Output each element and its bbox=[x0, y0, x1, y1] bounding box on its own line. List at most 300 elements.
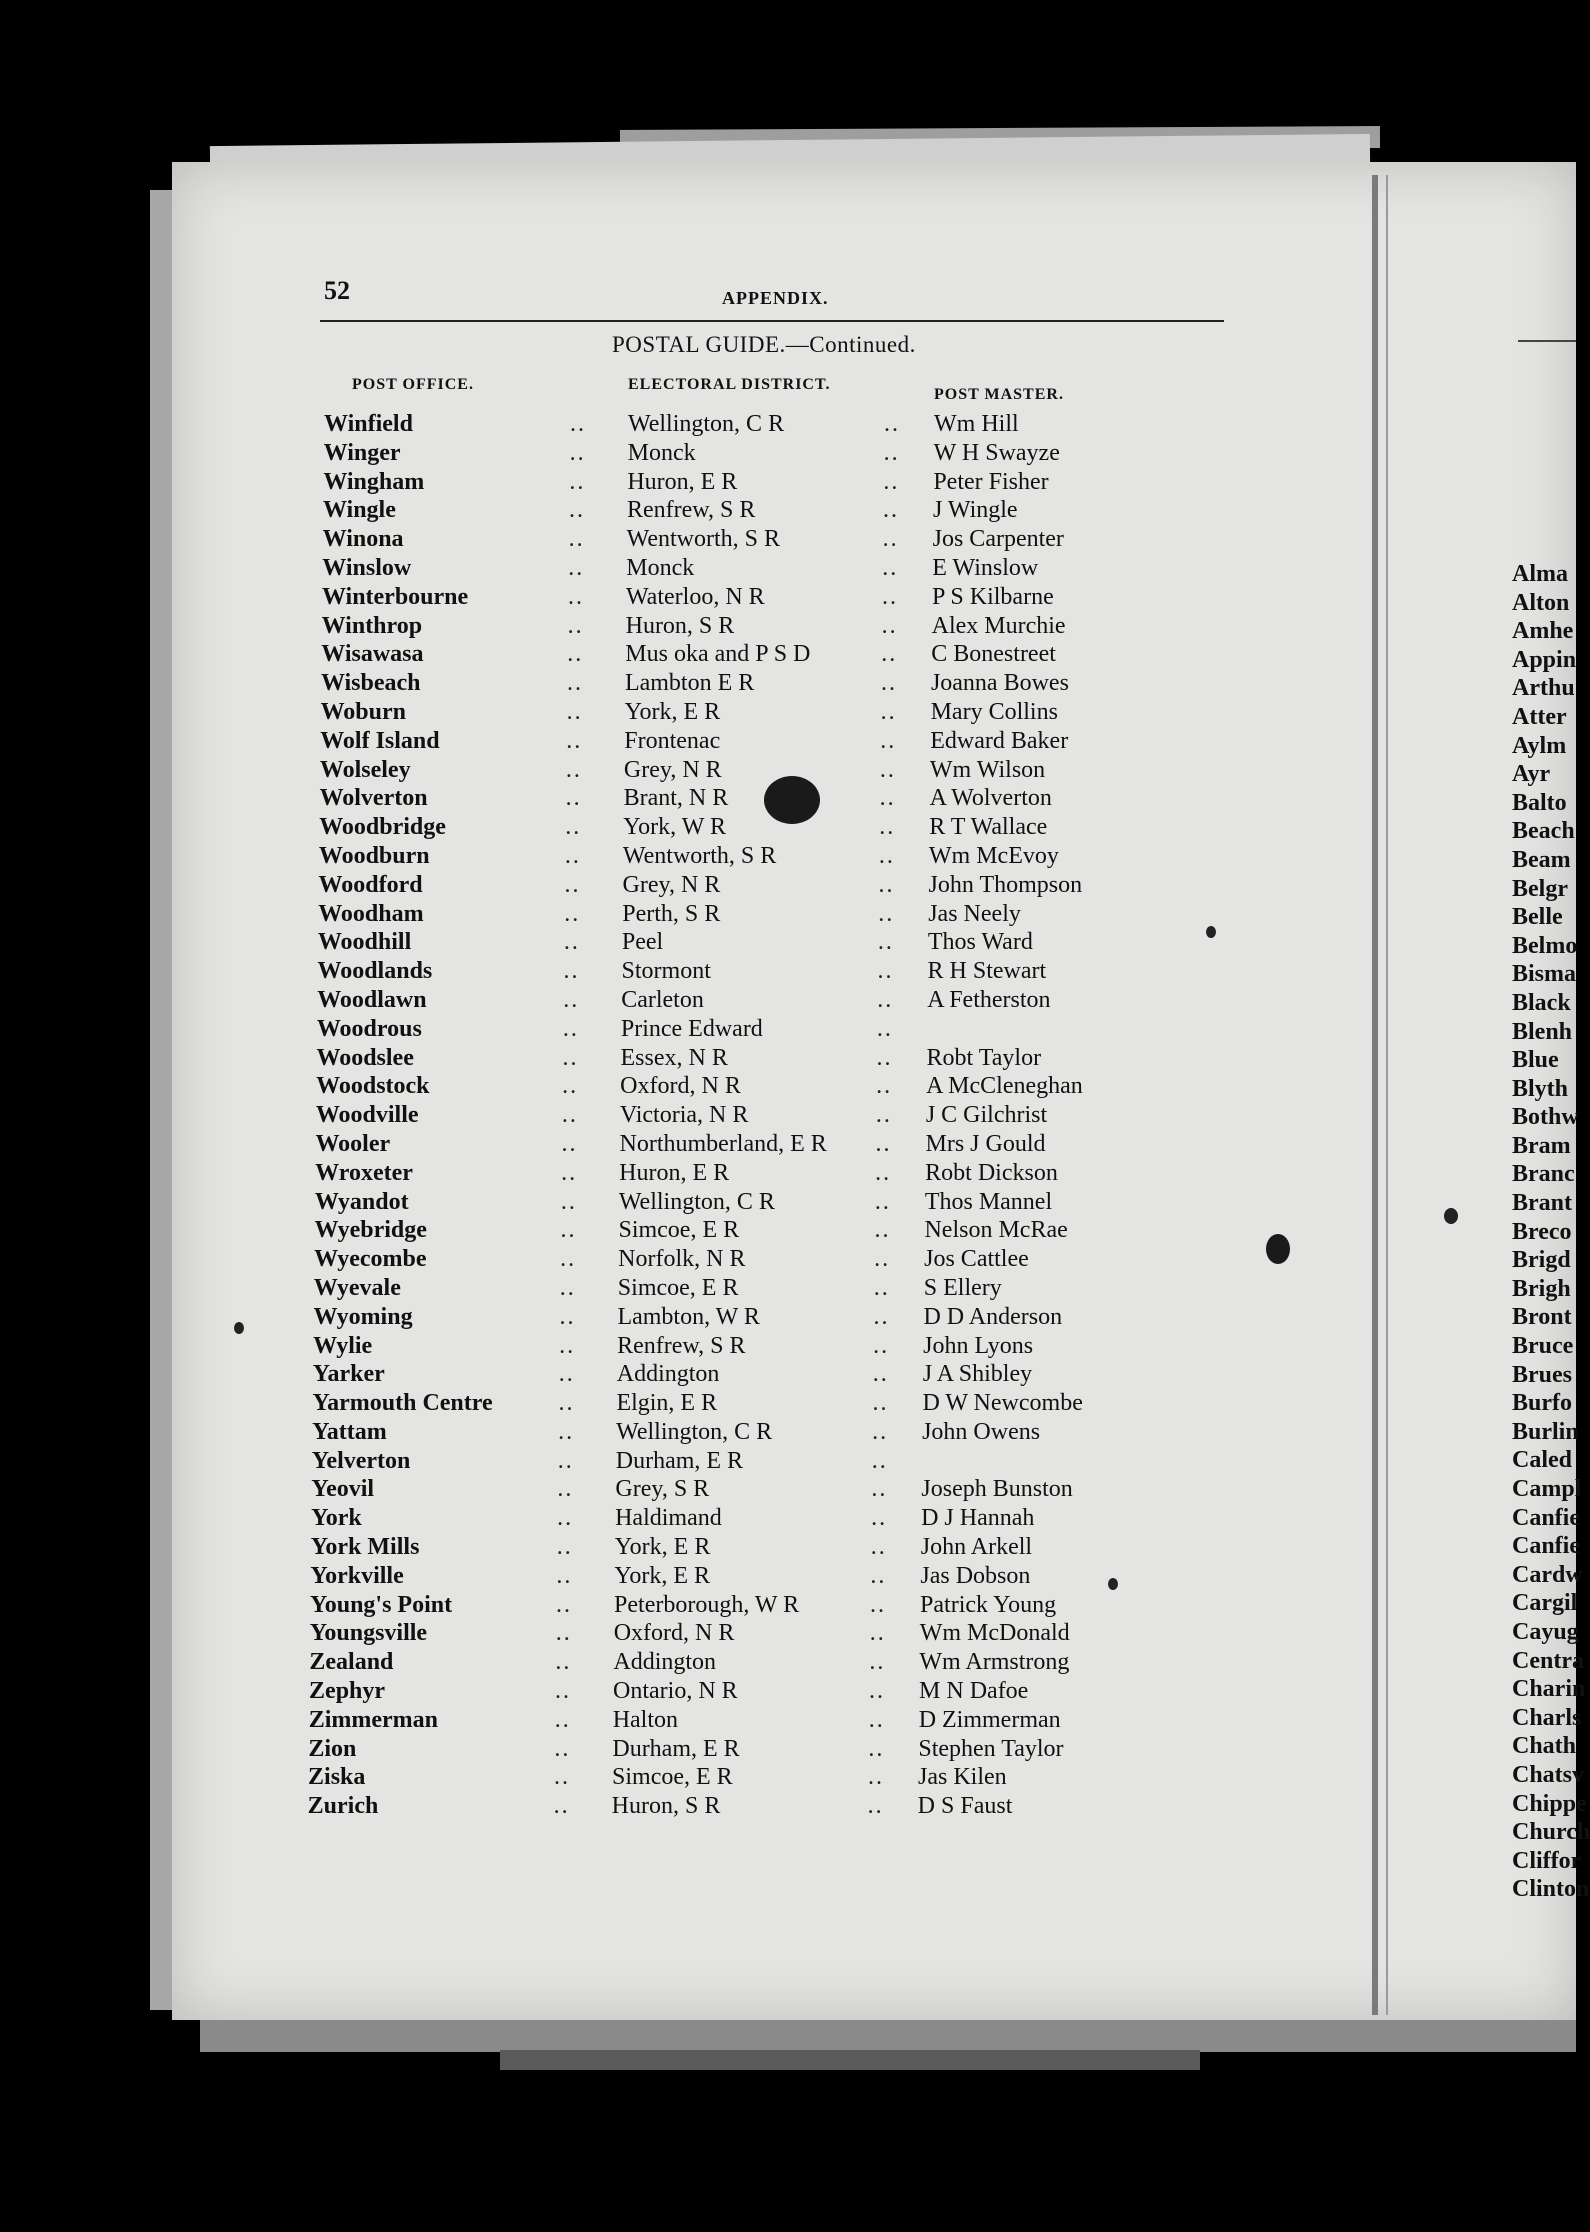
electoral-district-cell: Huron, E R bbox=[619, 1159, 730, 1186]
leader-dots: .. bbox=[875, 1102, 892, 1129]
post-office-cell: Wisbeach bbox=[320, 670, 421, 697]
leader-dots: .. bbox=[560, 1188, 577, 1215]
post-master-cell: Alex Murchie bbox=[931, 612, 1066, 639]
leader-dots: .. bbox=[556, 1591, 573, 1618]
electoral-district-cell: Durham, E R bbox=[615, 1447, 744, 1474]
table-row bbox=[0, 1647, 1584, 1677]
leader-dots: .. bbox=[868, 1735, 885, 1762]
table-row bbox=[0, 1360, 1576, 1389]
post-office-cell: Zimmerman bbox=[308, 1706, 438, 1733]
electoral-district-cell: Lambton E R bbox=[624, 670, 755, 697]
table-row bbox=[0, 1389, 1576, 1418]
leader-dots: .. bbox=[874, 1246, 891, 1273]
leader-dots: .. bbox=[876, 1044, 893, 1071]
leader-dots: .. bbox=[875, 1159, 892, 1186]
post-office-cell: Woodslee bbox=[316, 1044, 414, 1071]
table-row bbox=[0, 1561, 1583, 1591]
leader-dots: .. bbox=[567, 612, 584, 639]
leader-dots: .. bbox=[570, 411, 586, 437]
post-office-cell: Winterbourne bbox=[321, 583, 469, 610]
table-row bbox=[0, 1101, 1579, 1131]
leader-dots: .. bbox=[873, 1274, 890, 1301]
leader-dots: .. bbox=[872, 1390, 889, 1417]
ink-stain bbox=[764, 776, 820, 824]
table-row bbox=[0, 1015, 1576, 1044]
facing-page-entry: Brigd bbox=[1512, 1247, 1571, 1274]
table-row bbox=[0, 698, 1576, 727]
post-office-cell: Wyoming bbox=[313, 1303, 413, 1330]
table-row bbox=[0, 612, 1576, 641]
electoral-district-cell: Huron, S R bbox=[625, 612, 735, 639]
facing-page-entry: Brant bbox=[1512, 1190, 1572, 1217]
leader-dots: .. bbox=[560, 1217, 577, 1244]
electoral-district-cell: Renfrew, S R bbox=[626, 497, 756, 524]
facing-page-list bbox=[1512, 560, 1590, 1904]
table-row bbox=[0, 1044, 1576, 1073]
facing-page-entry: Branc bbox=[1512, 1161, 1575, 1188]
post-office-cell: Wyandot bbox=[314, 1188, 409, 1215]
leader-dots: .. bbox=[868, 1764, 885, 1791]
post-master-cell: Wm Wilson bbox=[929, 756, 1046, 783]
leader-dots: .. bbox=[569, 468, 586, 495]
leader-dots: .. bbox=[561, 1130, 578, 1157]
post-master-cell: John Lyons bbox=[923, 1332, 1034, 1359]
leader-dots: .. bbox=[867, 1793, 884, 1820]
table-row bbox=[0, 1447, 1576, 1476]
post-master-cell: J Wingle bbox=[932, 497, 1018, 524]
electoral-district-cell: Wellington, C R bbox=[618, 1188, 775, 1215]
post-office-cell: Woodford bbox=[318, 871, 423, 898]
electoral-district-cell: Brant, N R bbox=[623, 785, 729, 812]
facing-page-entry: Brigh bbox=[1512, 1275, 1571, 1302]
running-title: APPENDIX. bbox=[722, 288, 829, 308]
post-master-cell: D S Faust bbox=[917, 1793, 1013, 1820]
electoral-district-cell: Grey, S R bbox=[615, 1476, 710, 1503]
facing-page-entry: Cliffor bbox=[1512, 1847, 1582, 1874]
post-office-cell: Zephyr bbox=[309, 1678, 386, 1705]
leader-dots: .. bbox=[869, 1620, 886, 1647]
electoral-district-cell: Addington bbox=[616, 1361, 720, 1388]
post-master-cell: P S Kilbarne bbox=[931, 583, 1054, 610]
facing-page-entry: Centra bbox=[1512, 1647, 1584, 1674]
electoral-district-cell: Haldimand bbox=[615, 1505, 722, 1532]
leader-dots: .. bbox=[872, 1361, 889, 1388]
table-row bbox=[0, 957, 1576, 986]
header-rule bbox=[1518, 340, 1576, 342]
table-row bbox=[0, 1072, 1576, 1101]
facing-page-entry: Ayr bbox=[1512, 761, 1551, 788]
leader-dots: .. bbox=[870, 1562, 887, 1589]
leader-dots: .. bbox=[869, 1649, 886, 1676]
leader-dots: .. bbox=[874, 1217, 891, 1244]
leader-dots: .. bbox=[557, 1447, 574, 1474]
leader-dots: .. bbox=[869, 1678, 886, 1705]
facing-page-entry: Balto bbox=[1512, 789, 1567, 816]
ink-spot bbox=[1108, 1578, 1118, 1590]
post-master-cell: Wm McDonald bbox=[919, 1620, 1070, 1647]
post-master-cell: E Winslow bbox=[932, 554, 1039, 581]
facing-page-entry: Blue bbox=[1512, 1047, 1559, 1074]
leader-dots: .. bbox=[555, 1678, 572, 1705]
electoral-district-cell: Northumberland, E R bbox=[619, 1130, 827, 1157]
leader-dots: .. bbox=[569, 439, 586, 466]
leader-dots: .. bbox=[558, 1361, 575, 1388]
facing-page-entry: Charin bbox=[1512, 1676, 1586, 1703]
leader-dots: .. bbox=[566, 727, 583, 754]
facing-page-entry: Chatsv bbox=[1512, 1761, 1585, 1788]
electoral-district-cell: Simcoe, E R bbox=[612, 1764, 733, 1791]
leader-dots: .. bbox=[874, 1188, 891, 1215]
post-master-cell: Wm Armstrong bbox=[919, 1649, 1070, 1676]
post-office-cell: Wyebridge bbox=[314, 1217, 427, 1244]
facing-page-entry: Church bbox=[1512, 1819, 1590, 1846]
electoral-district-cell: Grey, N R bbox=[622, 871, 721, 898]
table-row bbox=[0, 1533, 1580, 1562]
post-office-cell: Wroxeter bbox=[315, 1159, 413, 1186]
leader-dots: .. bbox=[881, 612, 898, 639]
electoral-district-cell: Frontenac bbox=[624, 727, 721, 754]
leader-dots: .. bbox=[568, 554, 585, 581]
ink-spot bbox=[1206, 926, 1216, 938]
post-master-cell: W H Swayze bbox=[933, 439, 1060, 466]
electoral-district-cell: Prince Edward bbox=[620, 1015, 763, 1042]
table-row bbox=[0, 1790, 1587, 1821]
leader-dots: .. bbox=[884, 411, 900, 437]
post-office-cell: Youngsville bbox=[309, 1620, 428, 1647]
post-office-cell: Yorkville bbox=[310, 1562, 404, 1589]
page-edge bbox=[500, 2050, 1200, 2070]
leader-dots: .. bbox=[567, 641, 584, 668]
electoral-district-cell: Perth, S R bbox=[622, 900, 721, 927]
facing-page-entry: Atter bbox=[1512, 703, 1567, 730]
electoral-district-cell: Monck bbox=[627, 439, 696, 466]
leader-dots: .. bbox=[559, 1303, 576, 1330]
leader-dots: .. bbox=[563, 929, 580, 956]
leader-dots: .. bbox=[876, 1015, 893, 1042]
electoral-district-cell: Simcoe, E R bbox=[617, 1274, 739, 1301]
table-row bbox=[0, 1216, 1576, 1245]
post-office-cell: Wylie bbox=[313, 1332, 373, 1359]
electoral-district-cell: Ontario, N R bbox=[613, 1678, 738, 1705]
facing-page-entry: Appin bbox=[1512, 646, 1577, 673]
post-office-cell: Woodburn bbox=[318, 842, 430, 869]
facing-page-entry: Clinton bbox=[1512, 1876, 1590, 1903]
post-office-cell: Wingle bbox=[322, 497, 396, 524]
post-office-cell: Young's Point bbox=[310, 1591, 453, 1618]
leader-dots: .. bbox=[871, 1447, 888, 1474]
table-row bbox=[0, 496, 1576, 525]
table-row bbox=[0, 1735, 1576, 1764]
post-master-cell: D W Newcombe bbox=[922, 1390, 1083, 1417]
post-master-cell: S Ellery bbox=[923, 1274, 1002, 1301]
page-edge bbox=[200, 2018, 1576, 2052]
leader-dots: .. bbox=[880, 670, 897, 697]
post-office-cell: Wolf Island bbox=[320, 727, 440, 754]
table-row bbox=[0, 640, 1576, 669]
leader-dots: .. bbox=[868, 1706, 885, 1733]
leader-dots: .. bbox=[878, 900, 895, 927]
post-master-cell: Thos Ward bbox=[927, 929, 1033, 956]
table-row bbox=[0, 1188, 1576, 1217]
post-office-cell: Yattam bbox=[312, 1418, 387, 1445]
table-row bbox=[0, 928, 1576, 957]
leader-dots: .. bbox=[561, 1159, 578, 1186]
facing-page-entry: Beach bbox=[1512, 818, 1575, 845]
electoral-district-cell: Wellington, C R bbox=[628, 411, 785, 437]
facing-page-entry: Blenh bbox=[1512, 1018, 1573, 1045]
post-master-cell: Joanna Bowes bbox=[930, 670, 1069, 697]
table-row bbox=[0, 1591, 1576, 1620]
post-master-cell: A McCleneghan bbox=[926, 1073, 1083, 1100]
leader-dots: .. bbox=[566, 698, 583, 725]
post-master-cell: Jas Neely bbox=[928, 900, 1021, 927]
leader-dots: .. bbox=[882, 554, 899, 581]
post-master-cell: Edward Baker bbox=[930, 727, 1069, 754]
post-master-cell: Nelson McRae bbox=[924, 1217, 1068, 1244]
post-office-cell: Zion bbox=[308, 1735, 357, 1762]
post-office-cell: Woodstock bbox=[316, 1073, 430, 1100]
facing-page-entry: Cardw bbox=[1512, 1561, 1583, 1588]
facing-page-entry: Black bbox=[1512, 989, 1571, 1016]
leader-dots: .. bbox=[882, 526, 899, 553]
facing-page-entry: Bram bbox=[1512, 1132, 1571, 1159]
facing-page-entry: Bruce bbox=[1512, 1333, 1574, 1360]
facing-page-entry: Arthu bbox=[1512, 675, 1575, 702]
post-master-cell: John Arkell bbox=[920, 1534, 1033, 1561]
post-master-cell: J A Shibley bbox=[922, 1361, 1033, 1388]
table-row bbox=[0, 871, 1576, 900]
column-header-post-master: POST MASTER. bbox=[934, 386, 1064, 403]
post-office-cell: Woodham bbox=[318, 900, 424, 927]
postal-table bbox=[0, 410, 1587, 1821]
post-master-cell: Peter Fisher bbox=[933, 468, 1049, 495]
post-office-cell: Woodrous bbox=[316, 1015, 422, 1042]
leader-dots: .. bbox=[565, 814, 582, 841]
table-row bbox=[0, 1245, 1576, 1274]
table-row bbox=[0, 1618, 1579, 1648]
post-office-cell: Yarmouth Centre bbox=[312, 1390, 493, 1417]
leader-dots: .. bbox=[880, 727, 897, 754]
electoral-district-cell: Wentworth, S R bbox=[622, 842, 777, 869]
electoral-district-cell: Carleton bbox=[621, 986, 704, 1013]
post-master-cell: D D Anderson bbox=[923, 1303, 1063, 1330]
post-office-cell: Winona bbox=[322, 526, 404, 553]
leader-dots: .. bbox=[563, 986, 580, 1013]
page-number: 52 bbox=[324, 276, 350, 305]
leader-dots: .. bbox=[566, 670, 583, 697]
leader-dots: .. bbox=[559, 1332, 576, 1359]
post-master-cell: Robt Taylor bbox=[926, 1044, 1042, 1071]
leader-dots: .. bbox=[877, 986, 894, 1013]
leader-dots: .. bbox=[565, 756, 582, 783]
post-master-cell: Wm Hill bbox=[934, 411, 1019, 437]
post-office-cell: Wyevale bbox=[313, 1274, 401, 1301]
post-office-cell: Yelverton bbox=[311, 1447, 411, 1474]
electoral-district-cell: Huron, S R bbox=[611, 1793, 721, 1820]
post-office-cell: Ziska bbox=[308, 1764, 366, 1791]
leader-dots: .. bbox=[875, 1130, 892, 1157]
table-row bbox=[0, 1761, 1585, 1792]
leader-dots: .. bbox=[565, 785, 582, 812]
leader-dots: .. bbox=[880, 698, 897, 725]
electoral-district-cell: Grey, N R bbox=[623, 756, 722, 783]
electoral-district-cell: Victoria, N R bbox=[619, 1102, 749, 1129]
post-office-cell: Wyecombe bbox=[314, 1246, 427, 1273]
table-row bbox=[0, 1332, 1576, 1361]
post-master-cell: Jas Kilen bbox=[918, 1764, 1007, 1791]
table-row bbox=[0, 1159, 1576, 1188]
facing-page-entry: Amhe bbox=[1512, 618, 1574, 645]
leader-dots: .. bbox=[562, 1015, 579, 1042]
leader-dots: .. bbox=[554, 1706, 571, 1733]
post-master-cell: Thos Mannel bbox=[924, 1188, 1053, 1215]
leader-dots: .. bbox=[558, 1390, 575, 1417]
leader-dots: .. bbox=[555, 1649, 572, 1676]
leader-dots: .. bbox=[562, 1073, 579, 1100]
electoral-district-cell: Huron, E R bbox=[627, 468, 738, 495]
table-row bbox=[0, 583, 1576, 612]
post-master-cell: Mrs J Gould bbox=[925, 1130, 1046, 1157]
leader-dots: .. bbox=[563, 958, 580, 985]
post-master-cell: D Zimmerman bbox=[918, 1706, 1061, 1733]
post-office-cell: Zealand bbox=[309, 1649, 394, 1676]
electoral-district-cell: Durham, E R bbox=[612, 1735, 740, 1762]
table-row bbox=[0, 727, 1576, 756]
post-office-cell: Wingham bbox=[323, 468, 425, 495]
post-office-cell: Woodlands bbox=[317, 958, 433, 985]
electoral-district-cell: York, W R bbox=[623, 814, 726, 841]
post-master-cell: C Bonestreet bbox=[931, 641, 1056, 668]
leader-dots: .. bbox=[557, 1476, 574, 1503]
post-office-cell: Wooler bbox=[315, 1130, 391, 1157]
electoral-district-cell: Norfolk, N R bbox=[618, 1246, 746, 1273]
table-row bbox=[0, 410, 1576, 439]
leader-dots: .. bbox=[873, 1332, 890, 1359]
electoral-district-cell: Essex, N R bbox=[620, 1044, 728, 1071]
facing-page-entry: Belmo bbox=[1512, 932, 1578, 959]
facing-page-entry: Canfie bbox=[1512, 1504, 1580, 1531]
leader-dots: .. bbox=[871, 1505, 888, 1532]
electoral-district-cell: York, E R bbox=[614, 1562, 710, 1589]
electoral-district-cell: Simcoe, E R bbox=[618, 1217, 740, 1244]
post-master-cell: Jos Cattlee bbox=[924, 1246, 1029, 1273]
post-master-cell: Jas Dobson bbox=[920, 1562, 1031, 1589]
post-master-cell: John Owens bbox=[922, 1418, 1041, 1445]
post-office-cell: Woodbridge bbox=[319, 814, 446, 841]
facing-page-entry: Brues bbox=[1512, 1361, 1572, 1388]
post-master-cell: J C Gilchrist bbox=[925, 1102, 1048, 1129]
facing-page-entry: Burlin bbox=[1512, 1418, 1579, 1445]
facing-page-entry: Canfie bbox=[1512, 1533, 1580, 1560]
facing-page-entry: Blyth bbox=[1512, 1075, 1569, 1102]
electoral-district-cell: Addington bbox=[613, 1649, 717, 1676]
table-row bbox=[0, 1504, 1580, 1533]
post-office-cell: Wolverton bbox=[319, 785, 428, 812]
facing-page-entry: Bront bbox=[1512, 1304, 1572, 1331]
leader-dots: .. bbox=[560, 1246, 577, 1273]
leader-dots: .. bbox=[568, 526, 585, 553]
leader-dots: .. bbox=[555, 1620, 572, 1647]
electoral-district-cell: Peterborough, W R bbox=[614, 1591, 800, 1618]
facing-page-entry: Chippe bbox=[1512, 1790, 1587, 1817]
section-title: POSTAL GUIDE.—Continued. bbox=[612, 332, 916, 357]
table-row bbox=[0, 669, 1576, 698]
post-office-cell: Woodhill bbox=[317, 929, 412, 956]
facing-page-entry: Alton bbox=[1512, 589, 1570, 616]
post-office-cell: Woodlawn bbox=[317, 986, 427, 1013]
facing-page-entry: Burfo bbox=[1512, 1390, 1572, 1417]
post-office-cell: York Mills bbox=[310, 1534, 420, 1561]
post-office-cell: Winger bbox=[323, 439, 401, 466]
post-office-cell: Yarker bbox=[312, 1361, 385, 1388]
electoral-district-cell: Waterloo, N R bbox=[625, 583, 765, 610]
table-row bbox=[0, 1475, 1582, 1504]
table-row bbox=[0, 1704, 1582, 1735]
leader-dots: .. bbox=[876, 1073, 893, 1100]
leader-dots: .. bbox=[556, 1534, 573, 1561]
leader-dots: .. bbox=[881, 583, 898, 610]
post-master-cell: Stephen Taylor bbox=[918, 1735, 1064, 1762]
facing-page-entry: Belgr bbox=[1512, 875, 1568, 902]
header-rule bbox=[320, 320, 1224, 322]
leader-dots: .. bbox=[878, 871, 895, 898]
leader-dots: .. bbox=[561, 1102, 578, 1129]
leader-dots: .. bbox=[873, 1303, 890, 1330]
electoral-district-cell: Mus oka and P S D bbox=[625, 641, 811, 668]
post-office-cell: York bbox=[311, 1505, 362, 1532]
post-master-cell: Mary Collins bbox=[930, 698, 1058, 725]
table-row bbox=[0, 1274, 1576, 1303]
leader-dots: .. bbox=[879, 756, 896, 783]
electoral-district-cell: Elgin, E R bbox=[616, 1390, 718, 1417]
leader-dots: .. bbox=[564, 871, 581, 898]
post-office-cell: Winfield bbox=[324, 411, 413, 437]
table-row bbox=[0, 986, 1576, 1015]
facing-page-entry: Beam bbox=[1512, 846, 1571, 873]
leader-dots: .. bbox=[883, 439, 900, 466]
post-master-cell: Robt Dickson bbox=[925, 1159, 1058, 1186]
facing-page-entry: Bisma bbox=[1512, 961, 1577, 988]
post-master-cell: Joseph Bunston bbox=[921, 1476, 1073, 1503]
leader-dots: .. bbox=[559, 1274, 576, 1301]
facing-page-entry: Charls bbox=[1512, 1704, 1582, 1731]
table-row bbox=[0, 554, 1576, 583]
post-master-cell: R T Wallace bbox=[929, 814, 1048, 841]
table-row bbox=[0, 900, 1576, 929]
post-master-cell: D J Hannah bbox=[921, 1505, 1035, 1532]
electoral-district-cell: Monck bbox=[626, 554, 695, 581]
post-office-cell: Woburn bbox=[320, 698, 406, 725]
table-row bbox=[0, 1130, 1576, 1159]
table-row bbox=[0, 439, 1576, 468]
post-master-cell: Patrick Young bbox=[920, 1591, 1057, 1618]
facing-page-entry: Caled bbox=[1512, 1447, 1572, 1474]
ink-spot bbox=[234, 1322, 244, 1334]
electoral-district-cell: Peel bbox=[621, 929, 664, 956]
table-row bbox=[0, 1676, 1586, 1706]
leader-dots: .. bbox=[879, 785, 896, 812]
ink-stain bbox=[1266, 1234, 1290, 1264]
leader-dots: .. bbox=[564, 842, 581, 869]
electoral-district-cell: Halton bbox=[612, 1706, 679, 1733]
facing-page-entry: Breco bbox=[1512, 1218, 1572, 1245]
facing-page-entry: Belle bbox=[1512, 904, 1563, 931]
facing-page-entry: Bothw bbox=[1512, 1104, 1579, 1131]
post-office-cell: Yeovil bbox=[311, 1476, 375, 1503]
electoral-district-cell: York, E R bbox=[624, 698, 721, 725]
table-row bbox=[0, 1418, 1579, 1447]
electoral-district-cell: Renfrew, S R bbox=[617, 1332, 746, 1359]
